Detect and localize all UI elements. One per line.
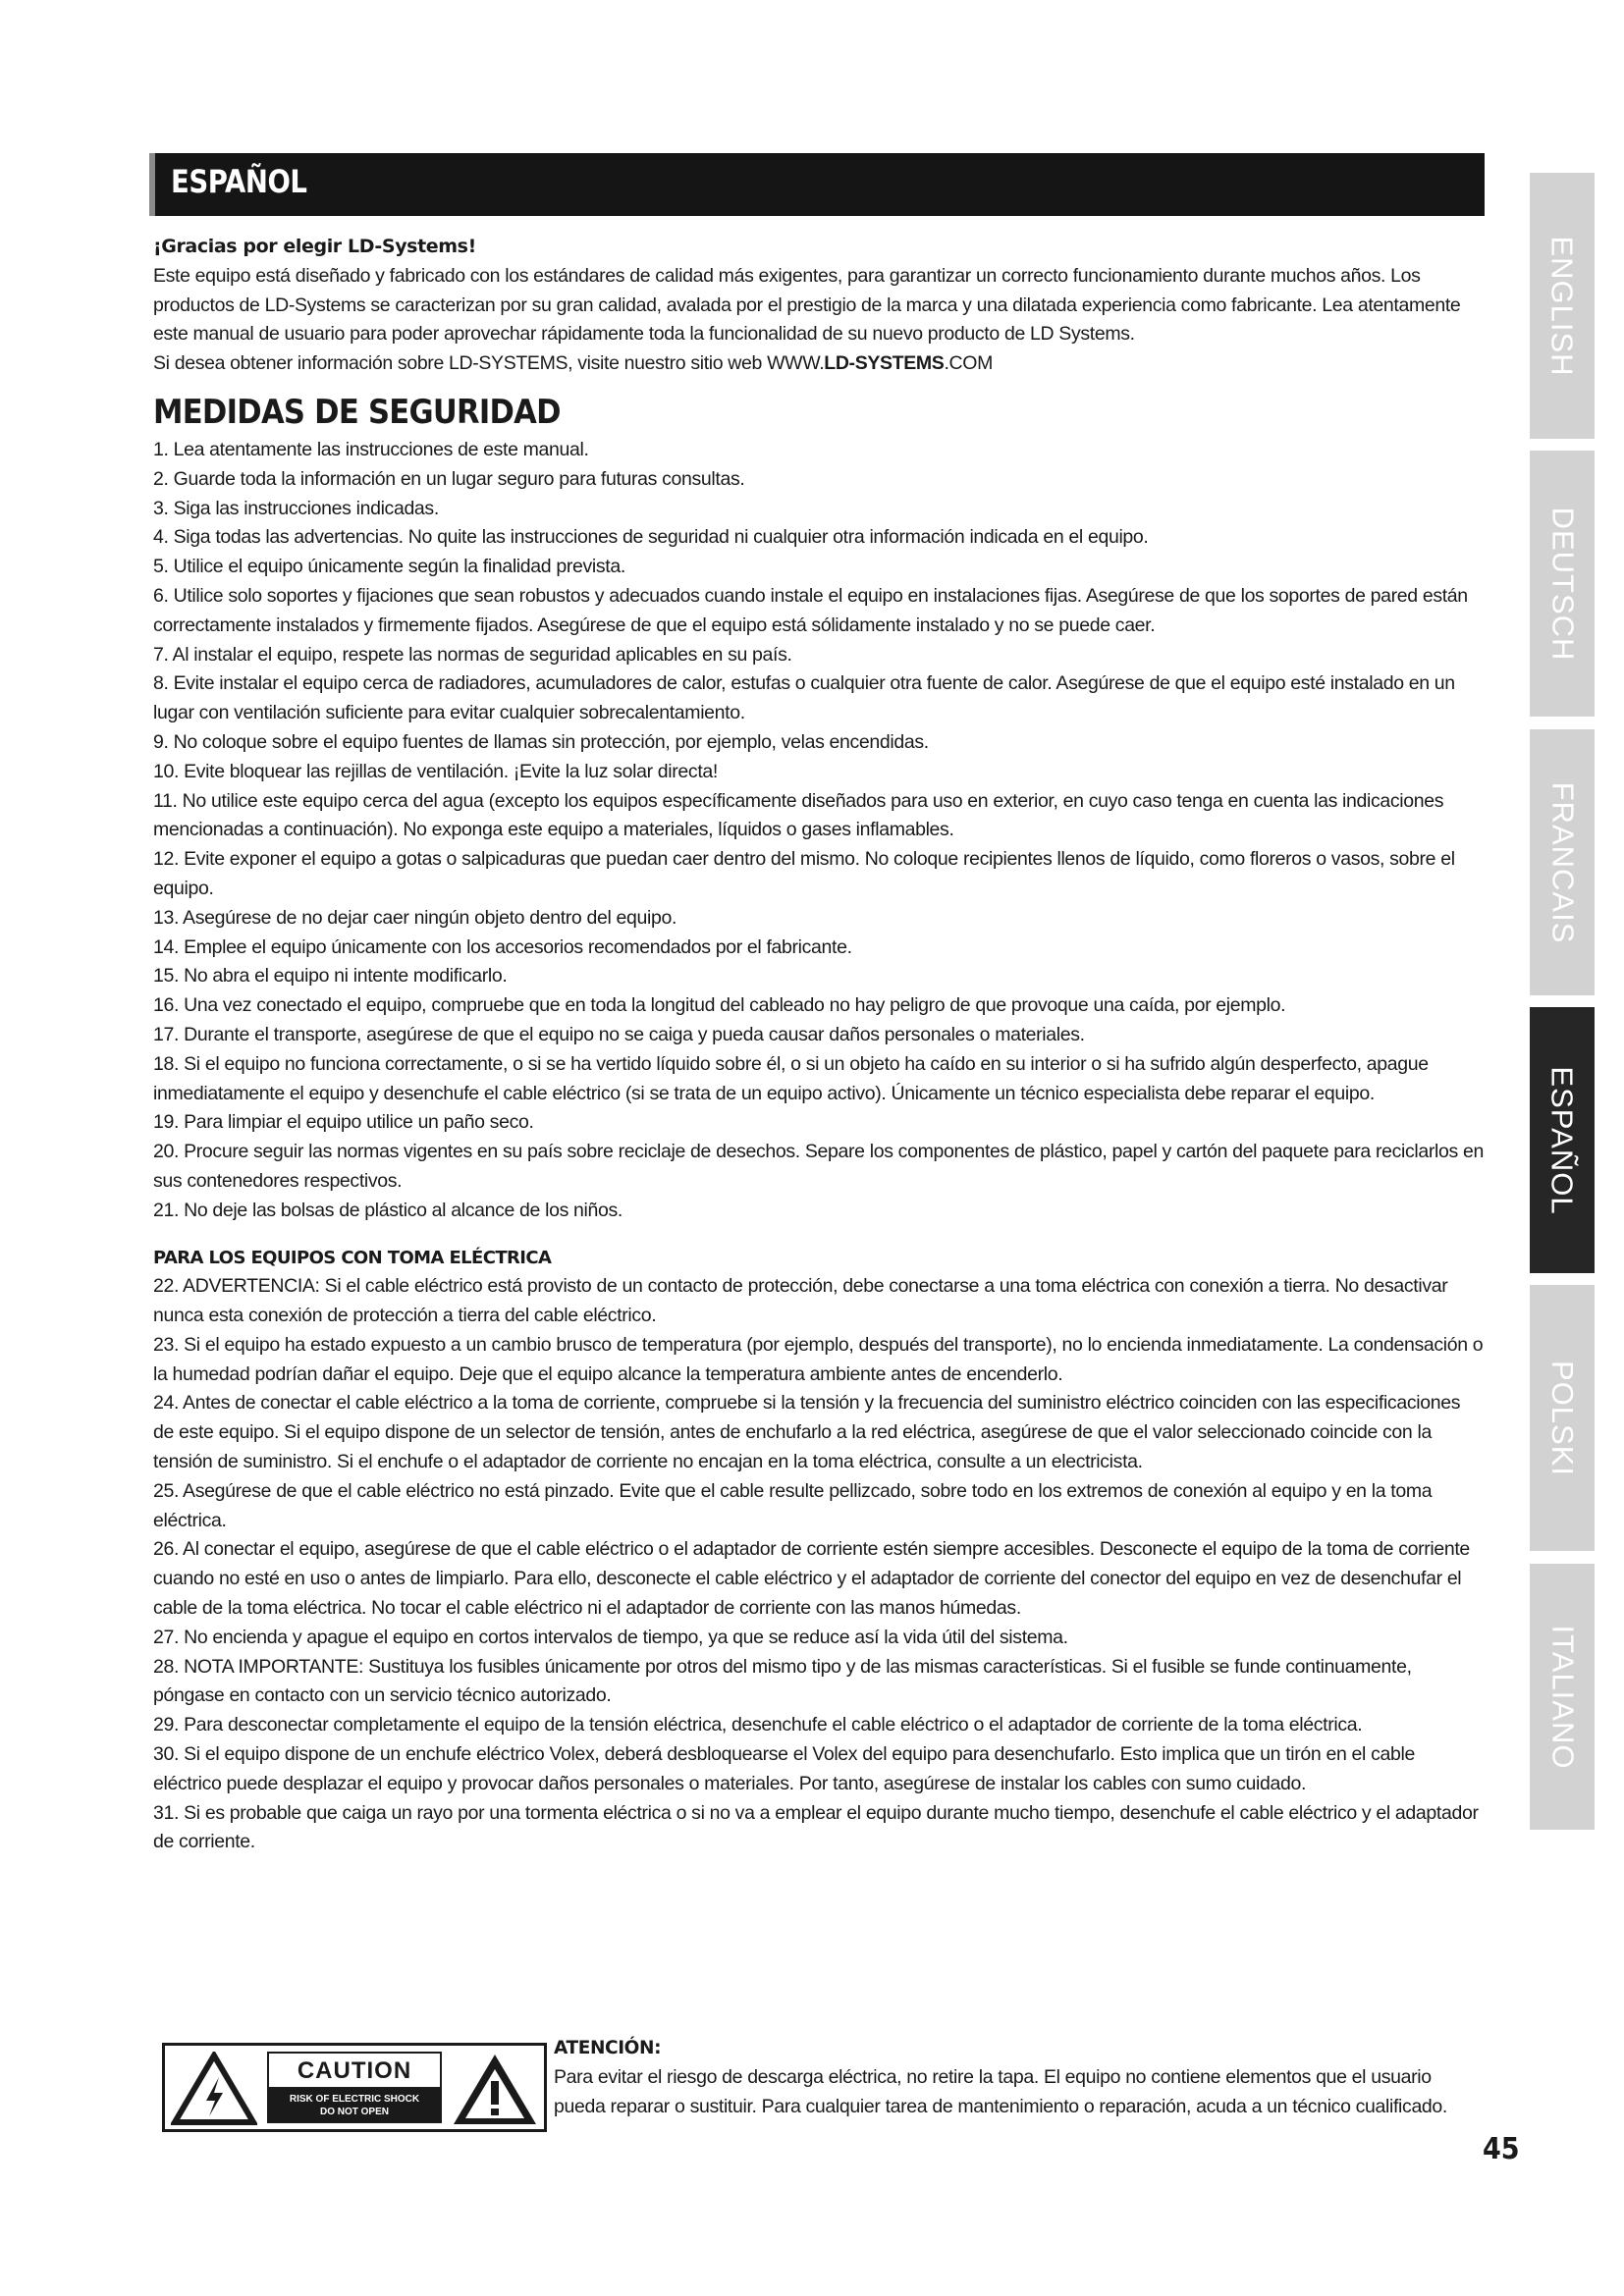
safety-item: 2. Guarde toda la información en un lugar seguro para futuras consultas. xyxy=(153,467,745,490)
power-item: 24. Antes de conectar el cable eléctrico a la toma de corriente, compruebe si la tensión y la frecuencia del suministro eléctrico coinciden con las especificaciones de este equipo. Si el equipo dispone de un selector de tensión, antes de enchufarlo a la red eléctrica, asegúrese de que el valor seleccionado coincide con la tensión de suministro. Si el enchufe o el adaptador de corriente no encajan en la toma eléctrica, consulte a un electricista. xyxy=(153,1392,1461,1473)
caution-word: CAUTION xyxy=(269,2054,440,2089)
website-prefix: Si desea obtener información sobre LD-SYSTEMS, visite nuestro sitio web WWW. xyxy=(153,352,825,375)
safety-list xyxy=(153,436,1485,1226)
caution-label xyxy=(162,2043,547,2132)
power-item: 26. Al conectar el equipo, asegúrese de que el cable eléctrico o el adaptador de corriente estén siempre accesibles. Desconecte el equipo de la toma de corriente cuando no esté en uso o antes de limpiarlo. Para ello, desconecte el cable eléctrico y el adaptador de corriente del conector del equipo en vez de desenchufar el cable de la toma eléctrica. No tocar el cable eléctrico ni el adaptador de corriente con las manos húmedas. xyxy=(153,1538,1470,1620)
safety-item: 7. Al instalar el equipo, respete las normas de seguridad aplicables en su país. xyxy=(153,643,792,666)
power-item: 23. Si el equipo ha estado expuesto a un cambio brusco de temperatura (por ejemplo, después del transporte), no lo encienda inmediatamente. La condensación o la humedad podrían dañar el equipo. Deje que el equipo alcance la temperatura ambiente antes de encenderlo. xyxy=(153,1333,1484,1385)
language-tab-label: ITALIANO xyxy=(1545,1625,1580,1769)
power-item: 31. Si es probable que caiga un rayo por una tormenta eléctrica o si no va a emplear el equipo durante mucho tiempo, desenchufe el cable eléctrico y el adaptador de corriente. xyxy=(153,1801,1479,1853)
power-item: 28. NOTA IMPORTANTE: Sustituya los fusibles únicamente por otros del mismo tipo y de las mismas características. Si el fusible se funde continuamente, póngase en contacto con un servicio técnico autorizado. xyxy=(153,1655,1412,1707)
safety-item: 18. Si el equipo no funciona correctamente, o si se ha vertido líquido sobre él, o si un objeto ha caído en su interior o si ha sufrido algún desperfecto, apague inmediatamente el equipo y desenchufe el cable eléctrico (si se trata de un equipo activo). Únicamente un técnico especialista debe reparar el equipo. xyxy=(153,1052,1429,1104)
caution-center-panel xyxy=(267,2052,442,2123)
safety-item: 5. Utilice el equipo únicamente según la finalidad prevista. xyxy=(153,556,625,578)
safety-item: 13. Asegúrese de no dejar caer ningún objeto dentro del equipo. xyxy=(153,906,677,929)
safety-item: 1. Lea atentamente las instrucciones de este manual. xyxy=(153,438,589,460)
power-item: 27. No encienda y apague el equipo en cortos intervalos de tiempo, ya que se reduce así la vida útil del sistema. xyxy=(153,1626,1068,1648)
language-tab-italiano[interactable] xyxy=(1530,1564,1595,1830)
safety-item: 14. Emplee el equipo únicamente con los accesorios recomendados por el fabricante. xyxy=(153,935,852,958)
language-tab-label: ENGLISH xyxy=(1545,235,1581,377)
power-heading: PARA LOS EQUIPOS CON TOMA ELÉCTRICA xyxy=(153,1247,552,1268)
warning-triangle-icon xyxy=(171,2052,257,2126)
language-title: ESPAÑOL xyxy=(171,163,307,200)
language-tab-label: ESPAÑOL xyxy=(1545,1065,1580,1215)
power-item: 29. Para desconectar completamente el equipo de la tensión eléctrica, desenchufe el cable eléctrico o el adaptador de corriente de la toma eléctrica. xyxy=(153,1714,1363,1736)
website-line xyxy=(153,349,1485,379)
caution-line-2: DO NOT OPEN xyxy=(319,2107,389,2117)
main-content xyxy=(153,233,1485,1857)
language-tab-label: DEUTSCH xyxy=(1545,507,1580,661)
page-number: 45 xyxy=(1483,2132,1520,2166)
safety-item: 11. No utilice este equipo cerca del agua (excepto los equipos específicamente diseñados para uso en exterior, en cuyo caso tenga en cuenta las indicaciones mencionadas a continuación). No exponga este equipo a materiales, líquidos o gases inflamables. xyxy=(153,789,1444,841)
attention-body: Para evitar el riesgo de descarga eléctrica, no retire la tapa. El equipo no contiene elementos que el usuario pueda reparar o sustituir. Para cualquier tarea de mantenimiento o reparación, acuda a un técnico cualificado. xyxy=(554,2065,1447,2117)
language-tab-label: POLSKI xyxy=(1545,1360,1580,1476)
intro-title: ¡Gracias por elegir LD-Systems! xyxy=(153,236,476,257)
safety-item: 21. No deje las bolsas de plástico al alcance de los niños. xyxy=(153,1199,623,1221)
attention-note xyxy=(554,2034,1487,2121)
caution-subtext xyxy=(269,2089,440,2123)
safety-item: 10. Evite bloquear las rejillas de ventilación. ¡Evite la luz solar directa! xyxy=(153,760,718,782)
attention-title: ATENCIÓN: xyxy=(554,2038,662,2058)
power-item: 25. Asegúrese de que el cable eléctrico no está pinzado. Evite que el cable resulte pellizcado, sobre todo en los extremos de conexión al equipo y en la toma eléctrica. xyxy=(153,1479,1433,1531)
caution-line-1: RISK OF ELECTRIC SHOCK xyxy=(289,2094,420,2105)
language-tab-espanol[interactable] xyxy=(1530,1007,1595,1273)
language-tab-english[interactable] xyxy=(1530,173,1595,439)
language-tab-polski[interactable] xyxy=(1530,1285,1595,1551)
language-tab-francais[interactable] xyxy=(1530,729,1595,995)
website-brand: LD-SYSTEMS xyxy=(824,352,945,375)
power-list xyxy=(153,1272,1485,1857)
safety-item: 16. Una vez conectado el equipo, compruebe que en toda la longitud del cableado no hay peligro de que provoque una caída, por ejemplo. xyxy=(153,994,1286,1017)
safety-item: 20. Procure seguir las normas vigentes en su país sobre reciclaje de desechos. Separe los componentes de plástico, papel y cartón del paquete para reciclarlos en sus contenedores respectivos. xyxy=(153,1141,1484,1192)
language-tab-label: FRANCAIS xyxy=(1545,781,1580,943)
safety-item: 8. Evite instalar el equipo cerca de radiadores, acumuladores de calor, estufas o cualquier otra fuente de calor. Asegúrese de que el equipo esté instalado en un lugar con ventilación suficiente para evitar cualquier sobrecalentamiento. xyxy=(153,672,1455,724)
power-item: 22. ADVERTENCIA: Si el cable eléctrico está provisto de un contacto de protección, debe conectarse a una toma eléctrica con conexión a tierra. No desactivar nunca esta conexión de protección a tierra del cable eléctrico. xyxy=(153,1275,1448,1327)
intro-body: Este equipo está diseñado y fabricado con los estándares de calidad más exigentes, para garantizar un correcto funcionamiento durante muchos años. Los productos de LD-Systems se caracterizan por su gran calidad, avalada por el prestigio de la marca y una dilatada experiencia como fabricante. Lea atentamente este manual de usuario para poder aprovechar rápidamente toda la funcionalidad de su nuevo producto de LD Systems. xyxy=(153,264,1461,346)
safety-item: 17. Durante el transporte, asegúrese de que el equipo no se caiga y pueda causar daños personales o materiales. xyxy=(153,1023,1085,1045)
safety-item: 4. Siga todas las advertencias. No quite las instrucciones de seguridad ni cualquier otra información indicada en el equipo. xyxy=(153,526,1149,549)
safety-item: 3. Siga las instrucciones indicadas. xyxy=(153,497,439,519)
safety-item: 12. Evite exponer el equipo a gotas o salpicaduras que puedan caer dentro del mismo. No coloque recipientes llenos de líquido, como floreros o vasos, sobre el equipo. xyxy=(153,848,1455,899)
exclamation-triangle-icon xyxy=(452,2052,538,2126)
language-tab-deutsch[interactable] xyxy=(1530,451,1595,717)
safety-item: 15. No abra el equipo ni intente modificarlo. xyxy=(153,965,508,988)
safety-heading: MEDIDAS DE SEGURIDAD xyxy=(153,392,561,432)
language-header-bar xyxy=(149,153,1485,216)
power-item: 30. Si el equipo dispone de un enchufe eléctrico Volex, deberá desbloquearse el Volex del equipo para desenchufarlo. Esto implica que un tirón en el cable eléctrico puede desplazar el equipo y provocar daños personales o materiales. Por tanto, asegúrese de instalar los cables con sumo cuidado. xyxy=(153,1743,1415,1794)
safety-item: 19. Para limpiar el equipo utilice un paño seco. xyxy=(153,1111,534,1134)
website-suffix: .COM xyxy=(944,352,993,375)
safety-item: 6. Utilice solo soportes y fijaciones que sean robustos y adecuados cuando instale el equipo en instalaciones fijas. Asegúrese de que los soportes de pared están correctamente instalados y firmemente fijados. Asegúrese de que el equipo está sólidamente instalado y no se puede caer. xyxy=(153,584,1468,636)
safety-item: 9. No coloque sobre el equipo fuentes de llamas sin protección, por ejemplo, velas encendidas. xyxy=(153,730,929,753)
